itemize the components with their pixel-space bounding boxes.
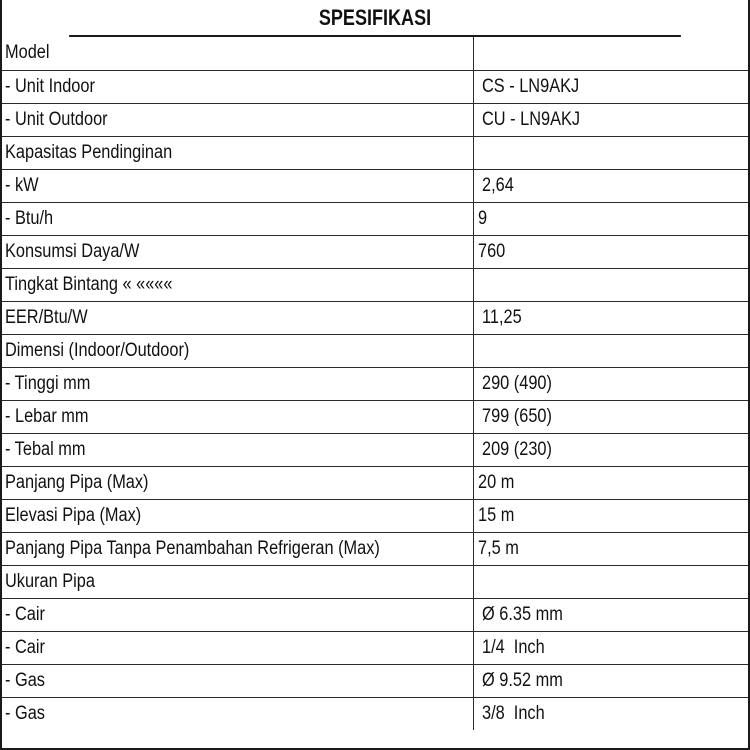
table-row <box>2 235 748 268</box>
row-label: - Btu/h <box>2 202 473 235</box>
table-row <box>2 367 748 400</box>
row-value: 209 (230) <box>473 433 748 466</box>
row-label: - Tebal mm <box>2 433 473 466</box>
row-value <box>473 334 748 367</box>
row-label: - kW <box>2 169 473 202</box>
table-row <box>2 499 748 532</box>
table-row <box>2 301 748 334</box>
row-label: - Tinggi mm <box>2 367 473 400</box>
row-label: Model <box>2 37 473 70</box>
table-row <box>2 598 748 631</box>
row-label: - Cair <box>2 598 473 631</box>
table-row <box>2 664 748 697</box>
table-row <box>2 466 748 499</box>
row-value: 290 (490) <box>473 367 748 400</box>
table-row <box>2 70 748 103</box>
row-label: Elevasi Pipa (Max) <box>2 499 473 532</box>
row-label: Konsumsi Daya/W <box>2 235 473 268</box>
table-row <box>2 268 748 301</box>
row-value: 20 m <box>473 466 748 499</box>
table-row <box>2 169 748 202</box>
row-label: Panjang Pipa (Max) <box>2 466 473 499</box>
spec-title: SPESIFIKASI <box>69 0 681 37</box>
row-label: EER/Btu/W <box>2 301 473 334</box>
table-row <box>2 202 748 235</box>
row-value <box>473 136 748 169</box>
row-label: Kapasitas Pendinginan <box>2 136 473 169</box>
row-value: 3/8 Inch <box>481 702 545 724</box>
table-row <box>2 532 748 565</box>
row-value <box>473 565 748 598</box>
row-label: Tingkat Bintang « «««« <box>2 268 473 301</box>
row-value: 1/4 Inch <box>473 631 748 664</box>
spec-table <box>2 37 748 730</box>
row-label: - Lebar mm <box>2 400 473 433</box>
table-row <box>2 400 748 433</box>
row-value: 11,25 <box>473 301 748 334</box>
row-label: - Unit Indoor <box>2 70 473 103</box>
row-value: 760 <box>473 235 748 268</box>
table-row <box>2 697 748 730</box>
table-row <box>2 433 748 466</box>
row-value: 2,64 <box>473 169 748 202</box>
row-label: - Gas <box>2 697 473 730</box>
row-value: Ø 9.52 mm <box>473 664 748 697</box>
table-row <box>2 631 748 664</box>
table-row <box>2 136 748 169</box>
row-value: 9 <box>473 202 748 235</box>
row-value: 15 m <box>473 499 748 532</box>
table-row <box>2 37 748 70</box>
row-value: 7,5 m <box>473 532 748 565</box>
table-row <box>2 103 748 136</box>
row-value: 799 (650) <box>473 400 748 433</box>
row-value <box>473 37 748 70</box>
row-label: Ukuran Pipa <box>2 565 473 598</box>
row-value <box>473 268 748 301</box>
table-row <box>2 334 748 367</box>
row-value: Ø 6.35 mm <box>473 598 748 631</box>
row-value: CS - LN9AKJ <box>473 70 748 103</box>
row-label: - Gas <box>2 664 473 697</box>
row-label: - Unit Outdoor <box>2 103 473 136</box>
row-value: CU - LN9AKJ <box>473 103 748 136</box>
row-label: Panjang Pipa Tanpa Penambahan Refrigeran (Max) <box>2 532 473 565</box>
table-row <box>2 565 748 598</box>
row-label: Dimensi (Indoor/Outdoor) <box>2 334 473 367</box>
row-label: - Cair <box>2 631 473 664</box>
